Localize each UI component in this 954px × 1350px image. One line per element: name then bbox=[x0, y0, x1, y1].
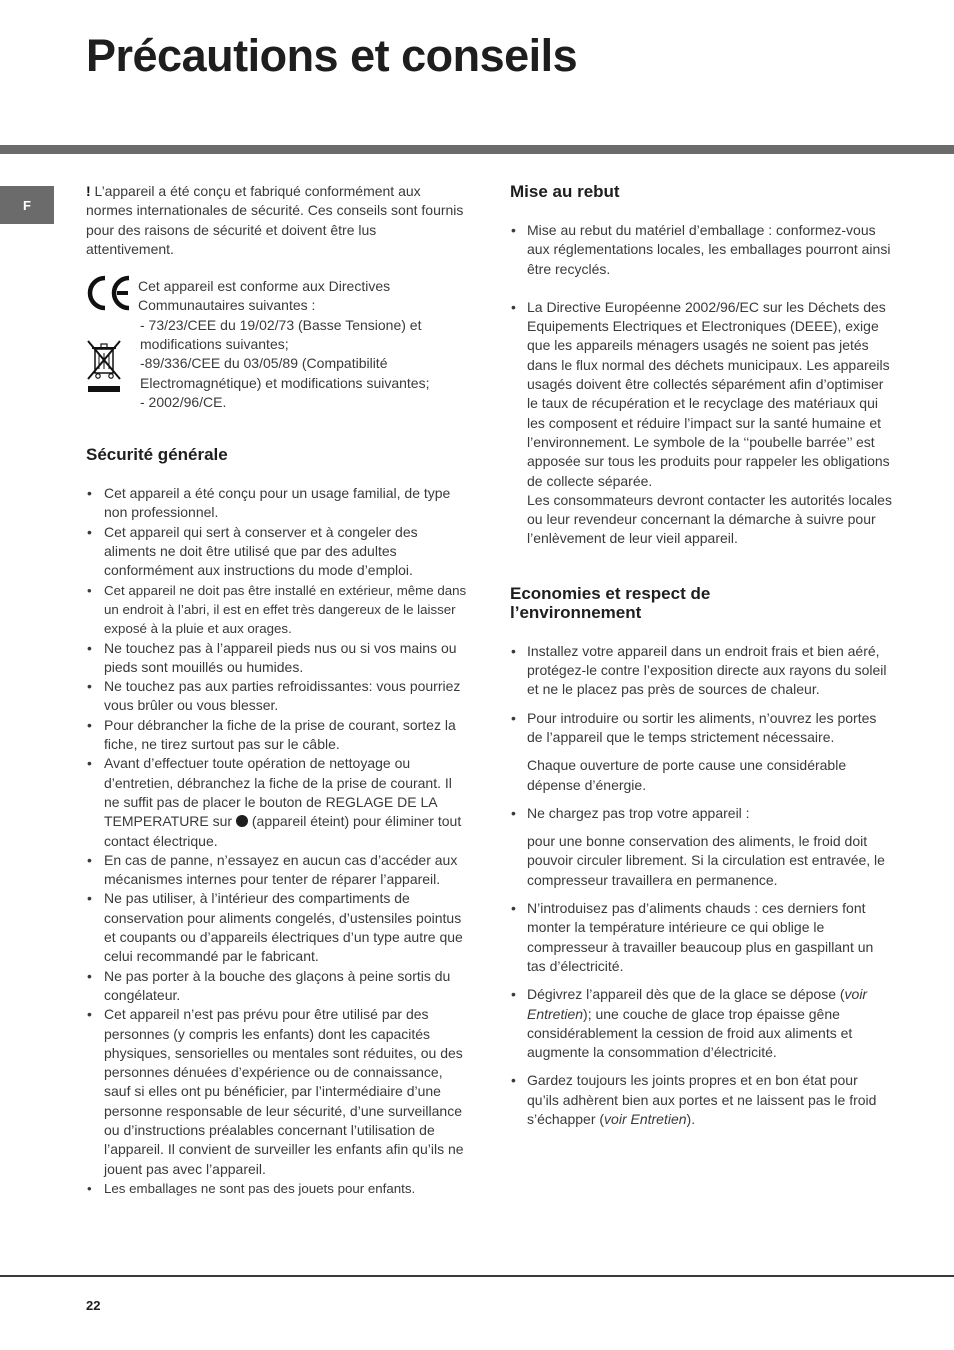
list-item bbox=[86, 754, 468, 850]
list-item: • Installez votre appareil dans un endroit frais et bien aéré, protégez-le contre l’exposition directe aux rayons du soleil et ne le placez pas près de sources de chaleur. bbox=[510, 642, 892, 700]
list-item: • Pour introduire ou sortir les aliments, n’ouvrez les portes de l’appareil que le temps strictement nécessaire. bbox=[510, 709, 892, 748]
conformity-line: -89/336/CEE du 03/05/89 (Compatibilité bbox=[140, 355, 388, 372]
conformity-line: Cet appareil est conforme aux Directives bbox=[138, 278, 391, 295]
crossed-out-bin-icon bbox=[86, 337, 122, 393]
cleaning-text-after: (appareil éteint) pour éliminer tout contact électrique. bbox=[104, 813, 462, 849]
conformity-line: - 73/23/CEE du 19/02/73 (Basse Tensione) et bbox=[140, 316, 422, 333]
rebut-list bbox=[510, 221, 892, 549]
page-number: 22 bbox=[86, 1298, 101, 1313]
list-item-text: ); une couche de glace trop épaisse gêne considérablement la cession de froid aux aliments et augmente la consommation d’électricité. bbox=[527, 1005, 853, 1061]
list-item: • Cet appareil ne doit pas être installé en extérieur, même dans un endroit à l’abri, il est en effet très dangereux de le laisser exposé à la pluie et aux orages. bbox=[86, 581, 468, 639]
list-item: • Ne touchez pas à l’appareil pieds nus ou si vos mains ou pieds sont mouillés ou humides. bbox=[86, 639, 468, 678]
cleaning-text-before: Avant d’effectuer toute opération de nettoyage ou d’entretien, débranchez la fiche de la prise de courant. Il ne suffit pas de placer le bouton de REGLAGE DE LA TEMPERATURE sur bbox=[104, 755, 452, 830]
warning-mark: ! bbox=[86, 183, 91, 199]
heading-line: l’environnement bbox=[510, 602, 642, 622]
conformity-text bbox=[138, 277, 468, 412]
conformity-line: Electromagnétique) et modifications suivantes; bbox=[140, 374, 430, 391]
economies-list bbox=[510, 899, 892, 1129]
securite-list bbox=[86, 484, 468, 1198]
list-note: Chaque ouverture de porte cause une considérable dépense d’énergie. bbox=[527, 757, 847, 793]
list-note: pour une bonne conservation des aliments, le froid doit pouvoir circuler librement. Si la circulation est entravée, le compresseur travaillera en permanence. bbox=[527, 833, 885, 888]
cross-reference-link: voir Entretien bbox=[604, 1110, 687, 1127]
list-item-text: Dégivrez l’appareil dès que de la glace se dépose ( bbox=[527, 986, 845, 1003]
list-item: • Cet appareil qui sert à conserver et à congeler des aliments ne doit être utilisé que par des adultes conformément aux instructions du mode d’emploi. bbox=[86, 523, 468, 581]
conformity-line: Communautaires suivantes : bbox=[138, 297, 316, 314]
intro-paragraph bbox=[86, 182, 468, 259]
list-item: • Cet appareil a été conçu pour un usage familial, de type non professionnel. bbox=[86, 484, 468, 523]
header-divider bbox=[0, 145, 954, 154]
section-heading-economies bbox=[510, 584, 892, 622]
filled-circle-icon bbox=[236, 815, 248, 827]
cross-reference-link: voir Entretien bbox=[527, 986, 868, 1022]
intro-text: L’appareil a été conçu et fabriqué conformément aux normes internationales de sécurité. Ces conseils sont fournis pour des raisons de sécurité et doivent être lus attentivement. bbox=[86, 183, 464, 257]
conformity-block bbox=[86, 277, 468, 410]
language-tab: F bbox=[0, 186, 54, 224]
list-item bbox=[510, 1071, 892, 1129]
list-item bbox=[510, 298, 892, 549]
heading-line: Economies et respect de bbox=[510, 583, 711, 603]
list-item: • Ne touchez pas aux parties refroidissantes: vous pourriez vous brûler ou vous blesser. bbox=[86, 677, 468, 716]
economies-list bbox=[510, 642, 892, 747]
list-item: • Ne pas utiliser, à l’intérieur des compartiments de conservation pour aliments congelés, d’ustensiles pointus et coupants ou d’appareils électriques d’un type autre que celui recommandé par le fabricant. bbox=[86, 889, 468, 966]
list-item: • Ne chargez pas trop votre appareil : bbox=[510, 804, 892, 823]
conformity-line: - 2002/96/CE. bbox=[140, 393, 227, 410]
list-item: • Cet appareil n’est pas prévu pour être utilisé par des personnes (y compris les enfants) dont les capacités physiques, sensorielles ou mentales sont réduites, ou des personnes dénuées d’expérience ou de connaissance, sauf si elles ont pu bénéficier, par l’intermédiaire d’une personne responsable de leur sécurité, d’une surveillance ou d’instructions préalables concernant l’utilisation de l’appareil. Il convient de surveiller les enfants afin qu’ils ne jouent pas avec l’appareil. bbox=[86, 1005, 468, 1179]
list-item: • En cas de panne, n’essayez en aucun cas d’accéder aux mécanismes internes pour tenter de réparer l’appareil. bbox=[86, 851, 468, 890]
list-item: • N’introduisez pas d’aliments chauds : ces derniers font monter la température intérieure ce qui oblige le compresseur à travailler beaucoup plus en gaspillant un tas d’électricité. bbox=[510, 899, 892, 976]
left-column bbox=[86, 182, 468, 1198]
right-column bbox=[510, 182, 892, 1129]
page-title: Précautions et conseils bbox=[86, 30, 578, 81]
list-item-text: ). bbox=[686, 1110, 696, 1127]
weee-directive-contact: Les consommateurs devront contacter les autorités locales ou leur revendeur concernant la démarche à suivre pour l’enlèvement de leur vieil appareil. bbox=[527, 491, 892, 547]
list-item-text: Gardez toujours les joints propres et en bon état pour qu’ils adhèrent bien aux portes et ne laissent pas le froid s’échapper ( bbox=[527, 1072, 877, 1127]
economies-list bbox=[510, 804, 892, 823]
footer-divider bbox=[0, 1275, 954, 1277]
list-item: • Les emballages ne sont pas des jouets pour enfants. bbox=[86, 1179, 468, 1198]
list-item: • Pour débrancher la fiche de la prise de courant, sortez la fiche, ne tirez surtout pas sur le câble. bbox=[86, 716, 468, 755]
weee-directive-text: • La Directive Européenne 2002/96/EC sur les Déchets des Equipements Electriques et Electroniques (DEEE), exige que les appareils ménagers usagés ne soient pas jetés dans le flux normal des déchets municipaux. Les appareils usagés doivent être collectés séparément afin d’optimiser le taux de récupération et le recyclage des matériaux qui les composent et réduire l’impact sur la santé humaine et l’environnement. Le symbole de la ‘‘poubelle barrée’’ est apposée sur tous les produits pour rappeler les obligations de collecte séparée. bbox=[527, 298, 890, 489]
conformity-line: modifications suivantes; bbox=[140, 336, 289, 353]
section-heading-securite: Sécurité générale bbox=[86, 445, 228, 465]
list-item: • Ne pas porter à la bouche des glaçons à peine sortis du congélateur. bbox=[86, 967, 468, 1006]
section-heading-rebut: Mise au rebut bbox=[510, 182, 620, 201]
ce-mark-icon bbox=[83, 273, 135, 313]
list-item bbox=[510, 985, 892, 1062]
list-item: • Mise au rebut du matériel d’emballage : conformez-vous aux réglementations locales, les emballages pourront ainsi être recyclés. bbox=[510, 221, 892, 279]
